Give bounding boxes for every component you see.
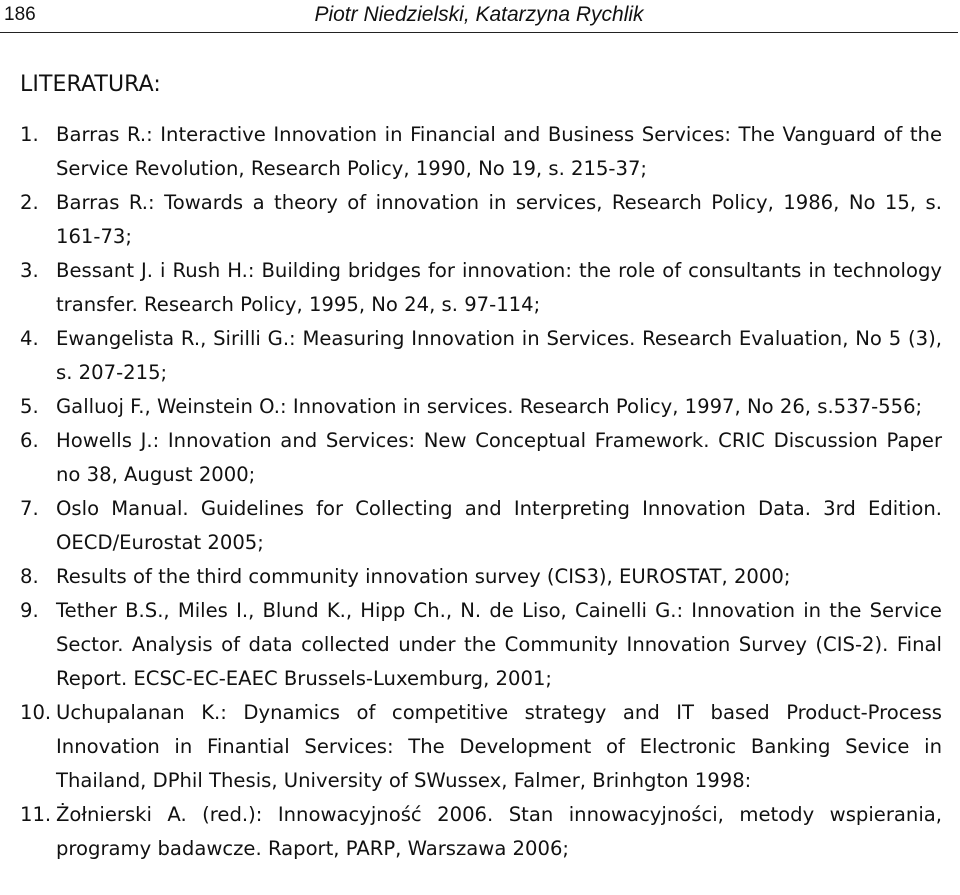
page-header [0, 0, 958, 33]
reference-text: Bessant J. i Rush H.: Building bridges for innovation: the role of consultants in technology transfer. Research Policy, 1995, No 24, s. 97-114; [56, 259, 942, 316]
reference-number: 4. [20, 327, 39, 350]
reference-text: Barras R.: Interactive Innovation in Financial and Business Services: The Vanguard of the Service Revolution, Research Policy, 1990, No 19, s. 215-37; [56, 123, 942, 180]
reference-text: Tether B.S., Miles I., Blund K., Hipp Ch., N. de Liso, Cainelli G.: Innovation in the Service Sector. Analysis of data collected under the Community Innovation Survey (CIS-2). Final Report. ECSC-EC-EAEC Brussels-Luxemburg, 2001; [56, 599, 942, 690]
reference-number: 6. [20, 429, 39, 452]
reference-item [20, 186, 942, 254]
reference-text: Barras R.: Towards a theory of innovation in services, Research Policy, 1986, No 15, s. 161-73; [56, 191, 942, 248]
reference-item [20, 254, 942, 322]
reference-item [20, 322, 942, 390]
reference-item [20, 492, 942, 560]
reference-item [20, 696, 942, 798]
reference-text: Galluoj F., Weinstein O.: Innovation in services. Research Policy, 1997, No 26, s.537-556; [56, 395, 923, 418]
reference-text: Howells J.: Innovation and Services: New Conceptual Framework. CRIC Discussion Paper no 38, August 2000; [56, 429, 942, 486]
page-number: 186 [4, 4, 36, 25]
reference-number: 5. [20, 395, 39, 418]
reference-item [20, 594, 942, 696]
reference-item [20, 390, 942, 424]
reference-text: Oslo Manual. Guidelines for Collecting and Interpreting Innovation Data. 3rd Edition. OECD/Eurostat 2005; [56, 497, 942, 554]
section-title: LITERATURA: [20, 72, 161, 97]
reference-number: 3. [20, 259, 39, 282]
reference-item [20, 560, 942, 594]
reference-text: Ewangelista R., Sirilli G.: Measuring Innovation in Services. Research Evaluation, No 5 (3), s. 207-215; [56, 327, 942, 384]
reference-text: Uchupalanan K.: Dynamics of competitive strategy and IT based Product-Process Innovation in Finantial Services: The Development of Electronic Banking Sevice in Thailand, DPhil Thesis, University of SWussex, Falmer, Brinhgton 1998: [56, 701, 942, 792]
reference-text: Results of the third community innovation survey (CIS3), EUROSTAT, 2000; [56, 565, 791, 588]
reference-number: 7. [20, 497, 39, 520]
reference-number: 11. [20, 803, 52, 826]
reference-number: 10. [20, 701, 52, 724]
reference-item [20, 798, 942, 866]
reference-item [20, 118, 942, 186]
reference-item [20, 424, 942, 492]
reference-number: 8. [20, 565, 39, 588]
reference-list [20, 118, 942, 866]
running-head-authors: Piotr Niedzielski, Katarzyna Rychlik [314, 3, 644, 26]
reference-number: 1. [20, 123, 39, 146]
reference-number: 2. [20, 191, 39, 214]
reference-text: Żołnierski A. (red.): Innowacyjność 2006. Stan innowacyjności, metody wspierania, programy badawcze. Raport, PARP, Warszawa 2006; [56, 803, 942, 860]
reference-number: 9. [20, 599, 39, 622]
